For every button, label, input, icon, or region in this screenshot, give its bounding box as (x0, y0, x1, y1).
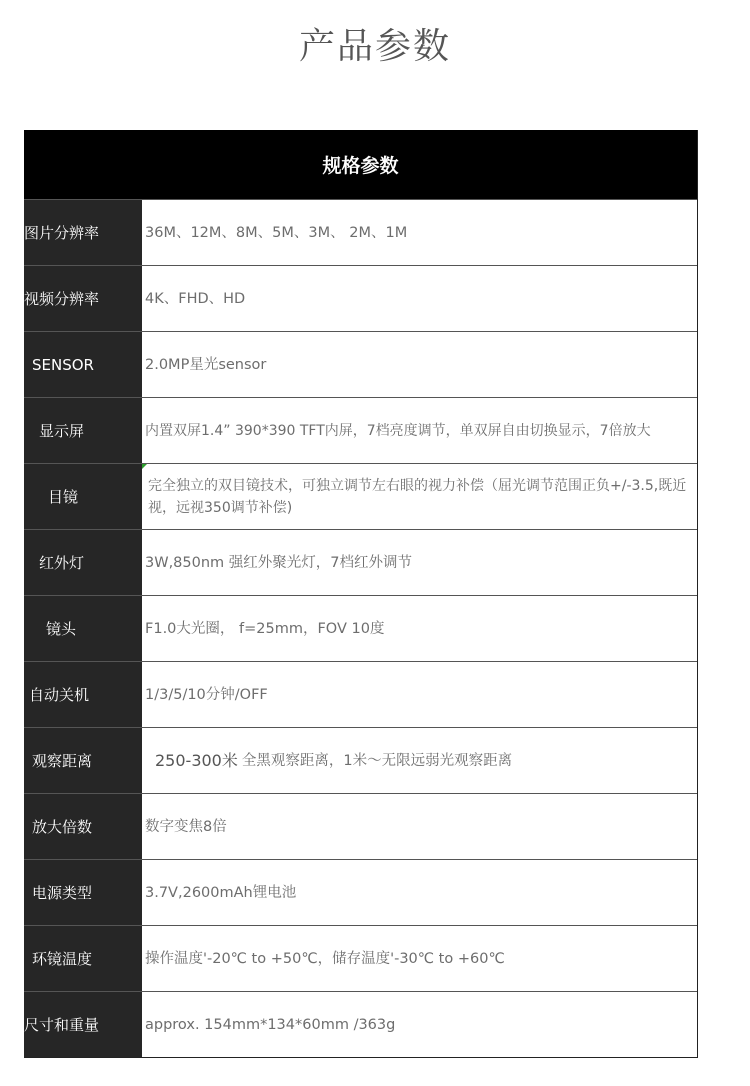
row-value: 36M、12M、8M、5M、3M、 2M、1M (142, 200, 697, 265)
row-value: 数字变焦8倍 (142, 794, 697, 859)
table-row (24, 595, 697, 661)
row-value: F1.0大光圈， f=25mm，FOV 10度 (142, 596, 697, 661)
row-label: 环镜温度 (24, 926, 142, 991)
table-row (24, 925, 697, 991)
row-value: approx. 154mm*134*60mm /363g (142, 992, 697, 1057)
table-row (24, 463, 697, 529)
table-row (24, 397, 697, 463)
row-label: SENSOR (24, 332, 142, 397)
row-label: 目镜 (24, 464, 142, 529)
distance-note: 全黑观察距离，1米～无限远弱光观察距离 (241, 752, 513, 769)
row-value: 3W,850nm 强红外聚光灯，7档红外调节 (142, 530, 697, 595)
row-label: 尺寸和重量 (24, 992, 142, 1057)
cell-marker (142, 464, 147, 469)
row-label: 视频分辨率 (24, 266, 142, 331)
row-value: 1/3/5/10分钟/OFF (142, 662, 697, 727)
row-value: 完全独立的双目镜技术，可独立调节左右眼的视力补偿（屈光调节范围正负+/-3.5,既近视，远视350调节补偿) (142, 464, 697, 529)
table-row (24, 793, 697, 859)
table-row (24, 529, 697, 595)
table-row (24, 331, 697, 397)
row-value: 3.7V,2600mAh锂电池 (142, 860, 697, 925)
row-value: 2.0MP星光sensor (142, 332, 697, 397)
row-label: 红外灯 (24, 530, 142, 595)
distance-value: 250-300米 (155, 750, 238, 770)
row-label: 图片分辨率 (24, 200, 142, 265)
row-label: 自动关机 (24, 662, 142, 727)
page-title: 产品参数 (298, 26, 451, 67)
spec-table (24, 130, 698, 1058)
row-value: 操作温度'-20℃ to +50℃，储存温度'-30℃ to +60℃ (142, 926, 697, 991)
table-row (24, 265, 697, 331)
table-row (24, 859, 697, 925)
row-label: 放大倍数 (24, 794, 142, 859)
row-value: 内置双屏1.4” 390*390 TFT内屏，7档亮度调节，单双屏自由切换显示，7倍放大 (142, 398, 697, 463)
table-row (24, 661, 697, 727)
row-label: 镜头 (24, 596, 142, 661)
row-value (142, 728, 697, 793)
row-value: 4K、FHD、HD (142, 266, 697, 331)
table-row (24, 199, 697, 265)
spec-table-header: 规格参数 (24, 130, 697, 199)
table-row (24, 727, 697, 793)
table-row (24, 991, 697, 1057)
row-label: 显示屏 (24, 398, 142, 463)
row-label: 观察距离 (24, 728, 142, 793)
row-label: 电源类型 (24, 860, 142, 925)
